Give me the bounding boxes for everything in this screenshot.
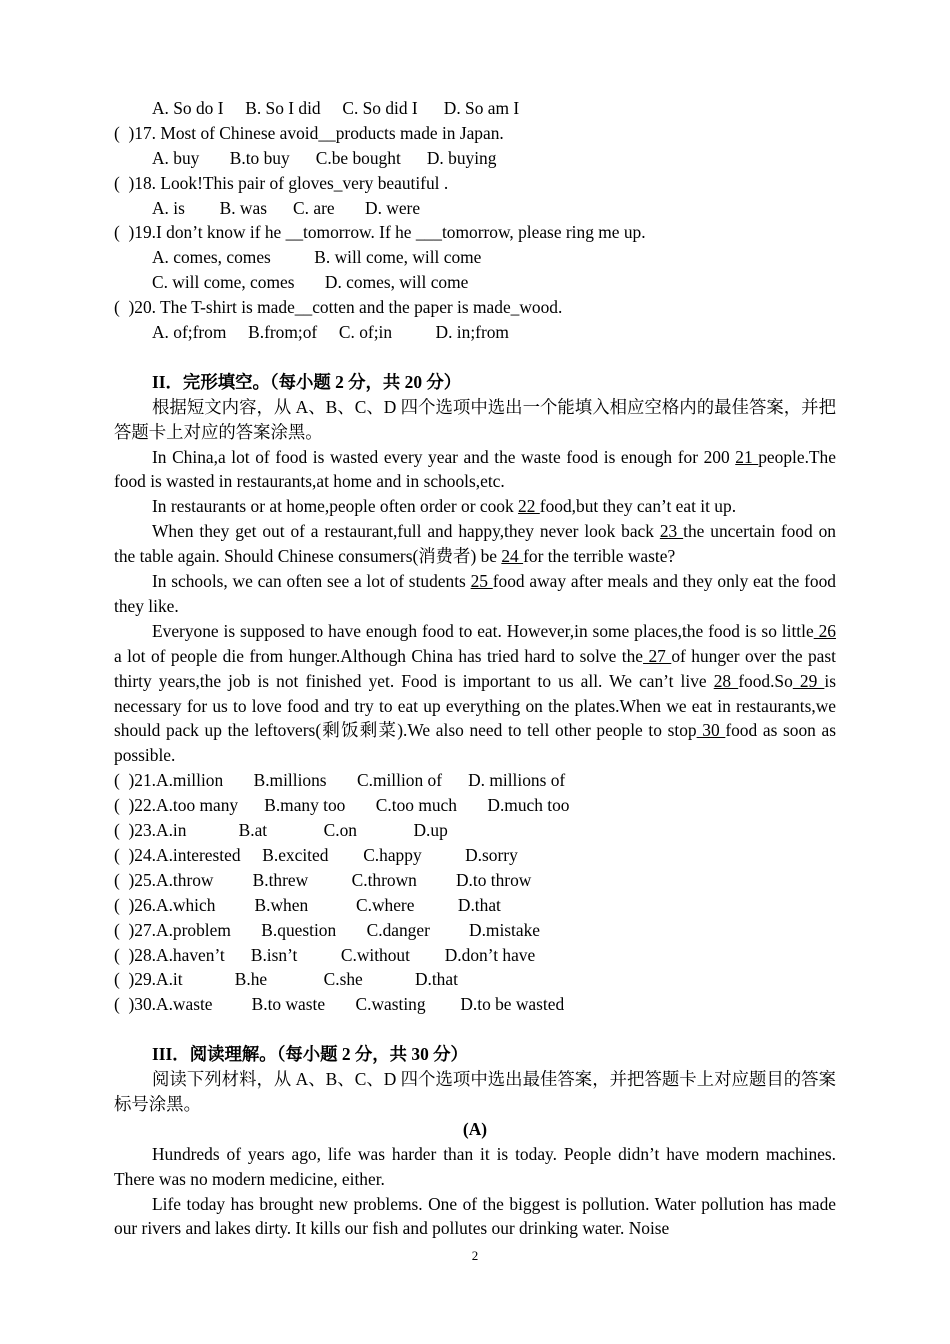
q18-stem: ( )18. Look!This pair of gloves_very beautiful .	[114, 172, 449, 193]
cloze-question-28: ( )28.A.haven’t B.isn’t C.without D.don’t have	[114, 944, 536, 965]
cloze-paragraph-5: Everyone is supposed to have enough food to eat. However,in some places,the food is so little 26 a lot of people die from hunger.Although China has tried hard to solve the 27 of hunger over the past thirty years,the job is not finished yet. Food is important to us all. We can’t live 28 food.So 29 is necessary for us to love food and try to eat up everything on the plates.When we eat in restaurants,we should pack up the leftovers(剩饭剩菜).We also need to tell other people to stop 30 food as soon as possible.	[114, 620, 837, 766]
q20-stem: ( )20. The T-shirt is made__cotten and the paper is made_wood.	[114, 297, 563, 318]
cloze-paragraph-2: In restaurants or at home,people often order or cook 22 food,but they can’t eat it up.	[152, 496, 737, 517]
section3-instruction: 阅读下列材料，从 A、B、C、D 四个选项中选出最佳答案，并把答题卡上对应题目的答案标号涂黑。	[114, 1068, 836, 1114]
q19-stem: ( )19.I don’t know if he __tomorrow. If he ___tomorrow, please ring me up.	[114, 222, 646, 243]
cloze-paragraph-3: When they get out of a restaurant,full and happy,they never look back 23 the uncertain food on the table again. Should Chinese consumers(消费者) be 24 for the terrible waste?	[114, 521, 836, 567]
cloze-paragraph-4: In schools, we can often see a lot of students 25 food away after meals and they only eat the food they like.	[114, 571, 836, 616]
q17-options: A. buy B.to buy C.be bought D. buying	[152, 147, 497, 168]
blank-26: 26	[813, 620, 836, 641]
q19-options-2: C. will come, comes D. comes, will come	[152, 272, 469, 293]
section2-instruction: 根据短文内容，从 A、B、C、D 四个选项中选出一个能填入相应空格内的最佳答案，并把答题卡上对应的答案涂黑。	[114, 396, 836, 442]
page-number: 2	[471, 1248, 479, 1263]
q16-options: A. So do I B. So I did C. So did I D. So am I	[152, 98, 520, 118]
blank-25: 25	[470, 571, 493, 592]
cloze-question-30: ( )30.A.waste B.to waste C.wasting D.to be wasted	[114, 994, 565, 1015]
reading-paragraph-2: Life today has brought new problems. One of the biggest is pollution. Water pollution has made our rivers and lakes dirty. It kills our fish and pollutes our drinking water. Noise	[114, 1193, 836, 1239]
section3-heading: III．阅读理解。（每小题 2 分，共 30 分）	[152, 1044, 468, 1065]
cloze-question-23: ( )23.A.in B.at C.on D.up	[114, 820, 448, 841]
cloze-question-25: ( )25.A.throw B.threw C.thrown D.to throw	[114, 869, 532, 890]
passage-label: (A)	[462, 1118, 488, 1139]
cloze-paragraph-1: In China,a lot of food is wasted every year and the waste food is enough for 200 21 people.The food is wasted in restaurants,at home and in schools,etc.	[114, 446, 836, 492]
blank-29: 29	[792, 670, 825, 691]
blank-30: 30	[696, 720, 726, 741]
blank-28: 28	[713, 670, 739, 691]
cloze-question-27: ( )27.A.problem B.question C.danger D.mistake	[114, 919, 541, 940]
document-page	[114, 96, 836, 1241]
cloze-question-29: ( )29.A.it B.he C.she D.that	[114, 969, 458, 990]
cloze-question-24: ( )24.A.interested B.excited C.happy D.sorry	[114, 844, 518, 865]
blank-24: 24	[501, 546, 524, 567]
blank-21: 21	[735, 446, 759, 467]
q18-options: A. is B. was C. are D. were	[152, 197, 421, 218]
section2-heading: II．完形填空。（每小题 2 分，共 20 分）	[152, 371, 462, 392]
blank-22: 22	[518, 496, 540, 517]
q17-stem: ( )17. Most of Chinese avoid__products made in Japan.	[114, 122, 504, 143]
cloze-question-21: ( )21.A.million B.millions C.million of D. millions of	[114, 770, 566, 791]
q20-options: A. of;from B.from;of C. of;in D. in;from	[152, 322, 509, 343]
q19-options-1: A. comes, comes B. will come, will come	[152, 247, 482, 268]
reading-paragraph-1: Hundreds of years ago, life was harder than it is today. People didn’t have modern machines. There was no modern medicine, either.	[114, 1143, 836, 1189]
cloze-question-22: ( )22.A.too many B.many too C.too much D.much too	[114, 795, 570, 816]
blank-27: 27	[643, 645, 672, 666]
cloze-question-26: ( )26.A.which B.when C.where D.that	[114, 894, 501, 915]
blank-23: 23	[659, 521, 684, 542]
